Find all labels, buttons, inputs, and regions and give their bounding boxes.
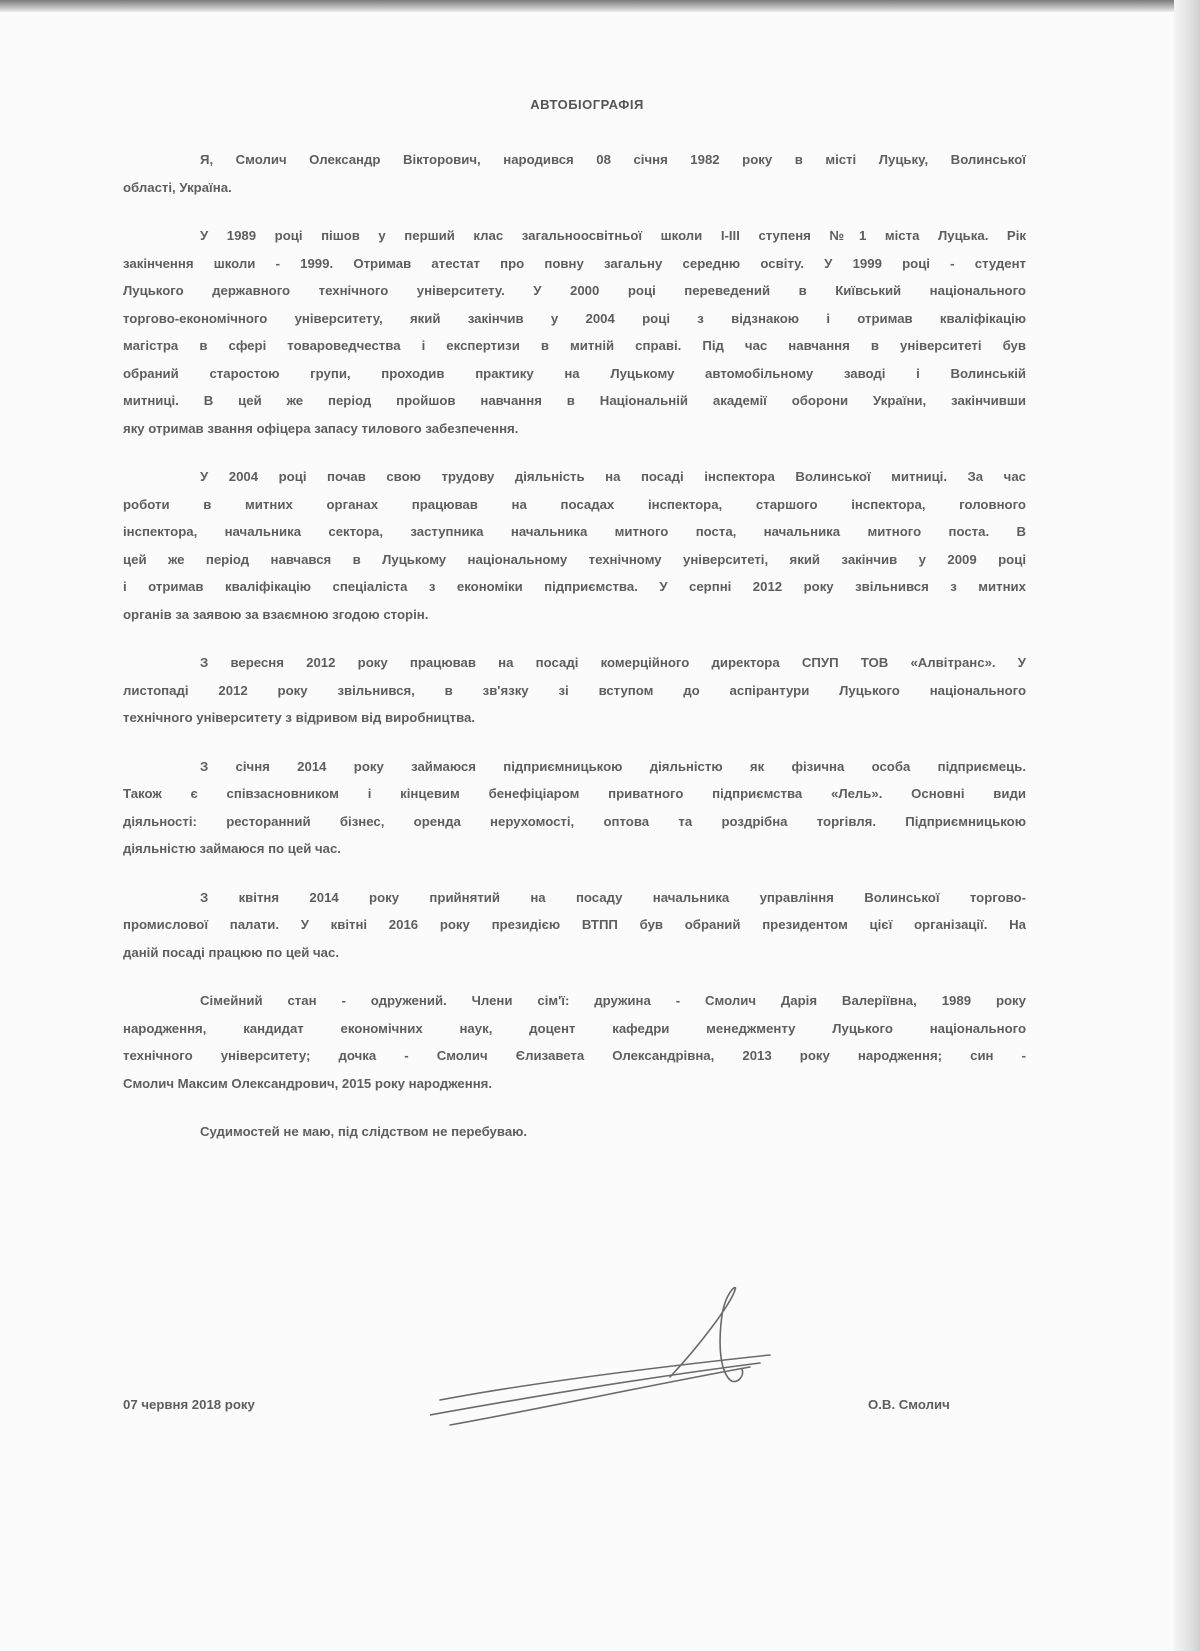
text-line: закінчення школи - 1999. Отримав атестат про повну загальну середню освіту. У 1999 році - студент — [123, 255, 1026, 271]
text-line: Смолич Максим Олександрович, 2015 року народження. — [123, 1075, 493, 1091]
text-line: роботи в митних органах працював на посадах інспектора, старшого інспектора, головного — [123, 496, 1026, 512]
text-line: торгово-економічного університету, який закінчив у 2004 році з відзнакою і отримав кваліфікацію — [123, 310, 1026, 326]
text-line: Судимостей не маю, під слідством не перебуваю. — [200, 1124, 528, 1139]
text-line: промислової палати. У квітні 2016 року президією ВТПП був обраний президентом цієї організації. На — [123, 917, 1026, 932]
text-line: яку отримав звання офіцера запасу тилового забезпечення. — [123, 420, 519, 436]
text-line: Луцького державного технічного університету. У 2000 році переведений в Київський національного — [123, 283, 1026, 298]
text-line: З січня 2014 року займаюся підприємницькою діяльністю як фізична особа підприємець. — [200, 758, 1026, 774]
scan-right-edge — [1174, 0, 1200, 1651]
text-line: області, Україна. — [123, 179, 232, 195]
paragraph — [123, 146, 1026, 201]
handwritten-signature — [430, 1285, 790, 1435]
signatory-name: О.В. Смолич — [868, 1397, 950, 1412]
paragraph — [123, 987, 1026, 1097]
text-line: народження, кандидат економічних наук, доцент кафедри менеджменту Луцького національного — [123, 1020, 1026, 1036]
text-line: діяльністю займаюся по цей час. — [123, 841, 341, 856]
text-line: магістра в сфері товароведчества і експертизи в митній справі. Під час навчання в університеті був — [123, 338, 1026, 353]
paragraph — [123, 753, 1026, 863]
text-line: У 1989 році пішов у перший клас загальноосвітньої школи І-ІІІ ступеня №1 міста Луцька. Рік — [200, 228, 1026, 243]
text-line: цей же період навчався в Луцькому національному технічному університеті, який закінчив у 2009 році — [123, 551, 1026, 567]
text-line: діяльності: ресторанний бізнес, оренда нерухомості, оптова та роздрібна торгівля. Підприємницькою — [123, 813, 1026, 829]
text-line: митниці. В цей же період пройшов навчання в Національній академії оборони України, закінчивши — [123, 393, 1026, 408]
text-line: листопаді 2012 року звільнився, в зв'язку зі вступом до аспірантури Луцького національного — [123, 682, 1026, 698]
text-line: З квітня 2014 року прийнятий на посаду начальника управління Волинської торгово- — [200, 889, 1026, 905]
text-line: У 2004 році почав свою трудову діяльність на посаді інспектора Волинської митниці. За час — [200, 469, 1026, 484]
scan-top-edge — [0, 0, 1200, 12]
text-line: органів за заявою за взаємною згодою сторін. — [123, 606, 429, 622]
paragraph — [123, 649, 1026, 732]
text-line: Сімейний стан - одружений. Члени сім'ї: дружина - Смолич Дарія Валеріївна, 1989 року — [200, 993, 1026, 1008]
text-line: технічного університету з відривом від виробництва. — [123, 710, 476, 725]
document-title: АВТОБІОГРАФІЯ — [530, 97, 644, 112]
text-line: технічного університету; дочка - Смолич Єлизавета Олександрівна, 2013 року народження; син - — [123, 1048, 1026, 1063]
text-line: інспектора, начальника сектора, заступника начальника митного поста, начальника митного поста. В — [123, 524, 1026, 539]
paragraph — [123, 884, 1026, 967]
paragraph — [123, 1118, 1026, 1146]
text-line: Я, Смолич Олександр Вікторович, народився 08 січня 1982 року в місті Луцьку, Волинської — [200, 152, 1026, 167]
text-line: даній посаді працюю по цей час. — [123, 944, 340, 960]
text-line: обраний старостою групи, проходив практику на Луцькому автомобільному заводі і Волинській — [123, 365, 1026, 381]
text-line: і отримав кваліфікацію спеціаліста з економіки підприємства. У серпні 2012 року звільнився з митних — [123, 579, 1026, 594]
text-line: Також є співзасновником і кінцевим бенефіціаром приватного підприємства «Лель». Основні види — [123, 786, 1026, 801]
document-date: 07 червня 2018 року — [123, 1397, 255, 1412]
paragraph — [123, 463, 1026, 628]
text-line: З вересня 2012 року працював на посаді комерційного директора СПУП ТОВ «Алвітранс». У — [200, 655, 1026, 670]
paragraph — [123, 222, 1026, 442]
document-body — [123, 146, 1026, 1167]
